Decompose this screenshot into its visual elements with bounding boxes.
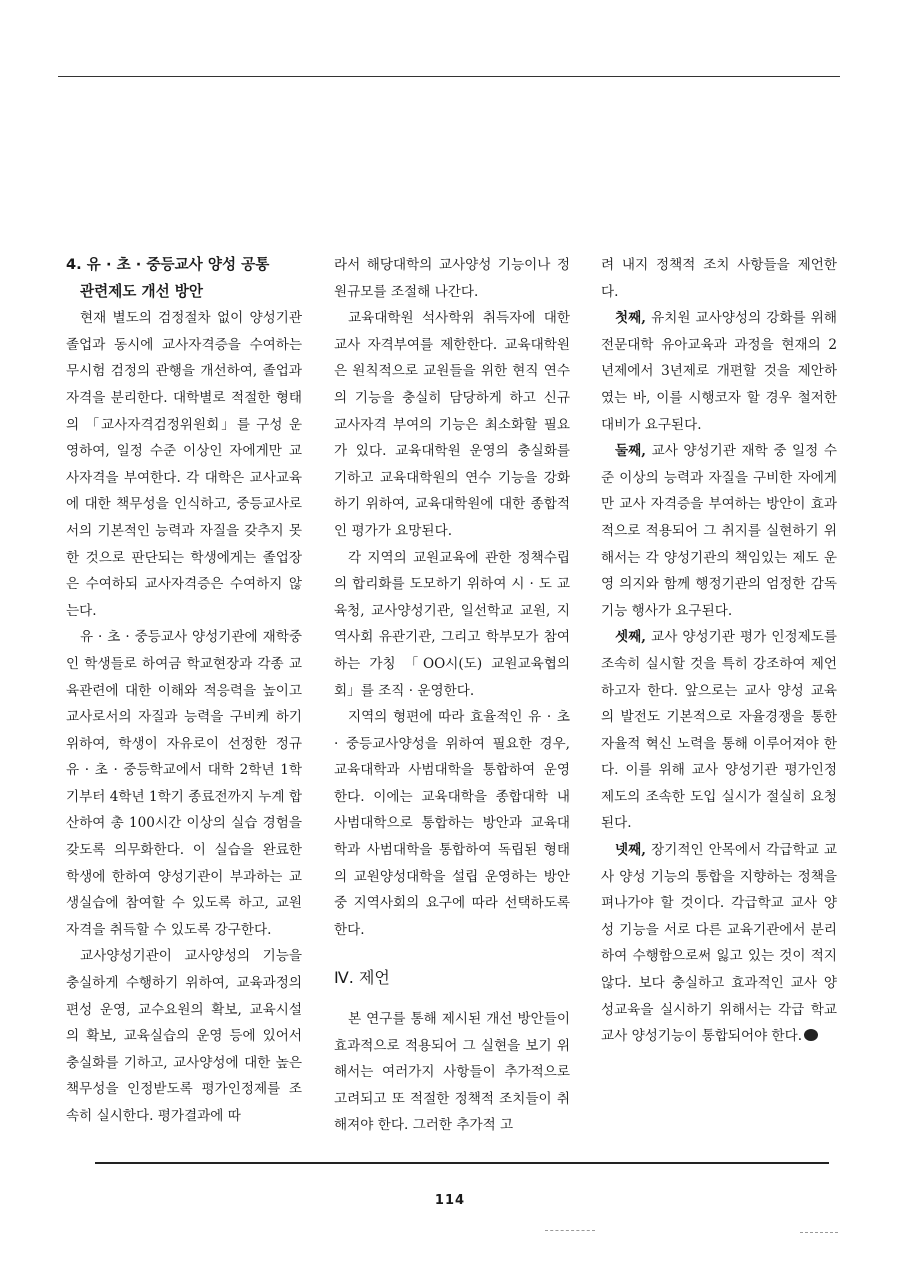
column-1 <box>66 252 302 1130</box>
paragraph-text: 유치원 교사양성의 강화를 위해 전문대학 유아교육과 과정을 현재의 2년제에서 3년제로 개편할 것을 제안하였는 바, 이를 시행코자 할 경우 철저한 대비가 요구된다. <box>601 310 837 433</box>
ordinal-lead: 둘째, <box>615 443 646 460</box>
paragraph: 본 연구를 통해 제시된 개선 방안들이 효과적으로 적용되어 그 실현을 보기 위해서는 여러가지 사항들이 추가적으로 고려되고 또 적절한 정책적 조치들이 취해져야 한다. 그러한 추가적 고 <box>334 1011 570 1134</box>
end-of-article-mark-icon <box>804 1029 818 1041</box>
paragraph: 현재 별도의 검정절차 없이 양성기관 졸업과 동시에 교사자격증을 수여하는 무시험 검정의 관행을 개선하여, 졸업과 자격을 분리한다. 대학별로 적절한 형태의 「교사자격검정위원회」를 구성 운영하여, 일정 수준 이상인 자에게만 교사자격을 부여한다. 각 대학은 교사교육에 대한 책무성을 인식하고, 중등교사로서의 기본적인 능력과 자질을 갖추지 못한 것으로 판단되는 학생에게는 졸업장은 수여하되 교사자격증은 수여하지 않는다. <box>66 310 302 619</box>
ordinal-lead: 넷째, <box>615 842 646 859</box>
heading-line-1: 4. 유 · 초 · 중등교사 양성 공통 <box>66 256 270 273</box>
scan-artifact <box>545 1230 595 1231</box>
ordinal-lead: 셋째, <box>615 629 646 646</box>
paragraph-text: 장기적인 안목에서 각급학교 교사 양성 기능의 통합을 지향하는 정책을 펴나가야 할 것이다. 각급학교 교사 양성 기능을 서로 다른 교육기관에서 분리하여 수행함으로써 잃고 있는 것이 적지 않다. 보다 충실하고 효과적인 교사 양성교육을 실시하기 위해서는 각급 학교 교사 양성기능이 통합되어야 한다. <box>601 842 837 1045</box>
paragraph: 교육대학원 석사학위 취득자에 대한 교사 자격부여를 제한한다. 교육대학원은 원칙적으로 교원들을 위한 현직 연수의 기능을 충실히 담당하게 하고 신규 교사자격 부여의 기능은 최소화할 필요가 있다. 교육대학원 운영의 충실화를 기하고 교육대학원의 연수 기능을 강화하기 위하여, 교육대학원에 대한 종합적인 평가가 요망된다. <box>334 310 570 539</box>
bottom-rule <box>95 1162 829 1164</box>
section-heading-4 <box>66 252 302 305</box>
ordinal-lead: 첫째, <box>615 310 646 327</box>
paragraph: 라서 해당대학의 교사양성 기능이나 정원규모를 조절해 나간다. <box>334 257 570 300</box>
paragraph-second <box>601 438 837 624</box>
paragraph-first <box>601 305 837 438</box>
paragraph-text: 교사 양성기관 재학 중 일정 수준 이상의 능력과 자질을 구비한 자에게만 교사 자격증을 부여하는 방안이 효과적으로 적용되어 그 취지를 실현하기 위해서는 각 양성기관의 책임있는 제도 운영 의지와 함께 행정기관의 엄정한 감독 기능 행사가 요구된다. <box>601 443 837 619</box>
paragraph-text: 교사 양성기관 평가 인정제도를 조속히 실시할 것을 특히 강조하여 제언하고자 한다. 앞으로는 교사 양성 교육의 발전도 기본적으로 자율경쟁을 통한 자율적 혁신 노력을 통해 이루어져야 한다. 이를 위해 교사 양성기관 평가인정제도의 조속한 도입 실시가 절실히 요청된다. <box>601 629 837 832</box>
top-rule <box>58 76 840 77</box>
paragraph-third <box>601 624 837 837</box>
heading-line-2: 관련제도 개선 방안 <box>80 282 203 300</box>
column-3 <box>601 252 837 1050</box>
page-number: 114 <box>434 1193 466 1208</box>
scan-artifact <box>800 1232 838 1233</box>
paragraph: 교사양성기관이 교사양성의 기능을 충실하게 수행하기 위하여, 교육과정의 편성 운영, 교수요원의 확보, 교육시설의 확보, 교육실습의 운영 등에 있어서 충실화를 기하고, 교사양성에 대한 높은 책무성을 인정받도록 평가인정제를 조속히 실시한다. 평가결과에 따 <box>66 948 302 1124</box>
paragraph: 지역의 형편에 따라 효율적인 유 · 초 · 중등교사양성을 위하여 필요한 경우, 교육대학과 사범대학을 통합하여 운영한다. 이에는 교육대학을 종합대학 내 사범대학으로 통합하는 방안과 교육대학과 사범대학을 통합하여 독립된 형태의 교원양성대학을 설립 운영하는 방안 중 지역사회의 요구에 따라 선택하도록 한다. <box>334 709 570 938</box>
section-title: Ⅳ. 제언 <box>334 968 390 988</box>
paragraph-fourth <box>601 837 837 1050</box>
column-2 <box>334 252 570 1139</box>
paragraph: 려 내지 정책적 조치 사항들을 제언한다. <box>601 257 837 300</box>
paragraph: 유 · 초 · 중등교사 양성기관에 재학중인 학생들로 하여금 학교현장과 각종 교육관련에 대한 이해와 적응력을 높이고 교사로서의 자질과 능력을 구비케 하기 위하여, 학생이 자유로이 선정한 정규 유 · 초 · 중등학교에서 대학 2학년 1학기부터 4학년 1학기 종료전까지 누계 합산하여 총 100시간 이상의 실습 경험을 갖도록 의무화한다. 이 실습을 완료한 학생에 한하여 양성기관이 부과하는 교생실습에 참여할 수 있도록 하고, 교원자격을 취득할 수 있도록 강구한다. <box>66 629 302 938</box>
paragraph: 각 지역의 교원교육에 관한 정책수립의 합리화를 도모하기 위하여 시 · 도 교육청, 교사양성기관, 일선학교 교원, 지역사회 유관기관, 그리고 학부모가 참여하는 가칭 「OO시(도) 교원교육협의회」를 조직 · 운영한다. <box>334 549 570 699</box>
